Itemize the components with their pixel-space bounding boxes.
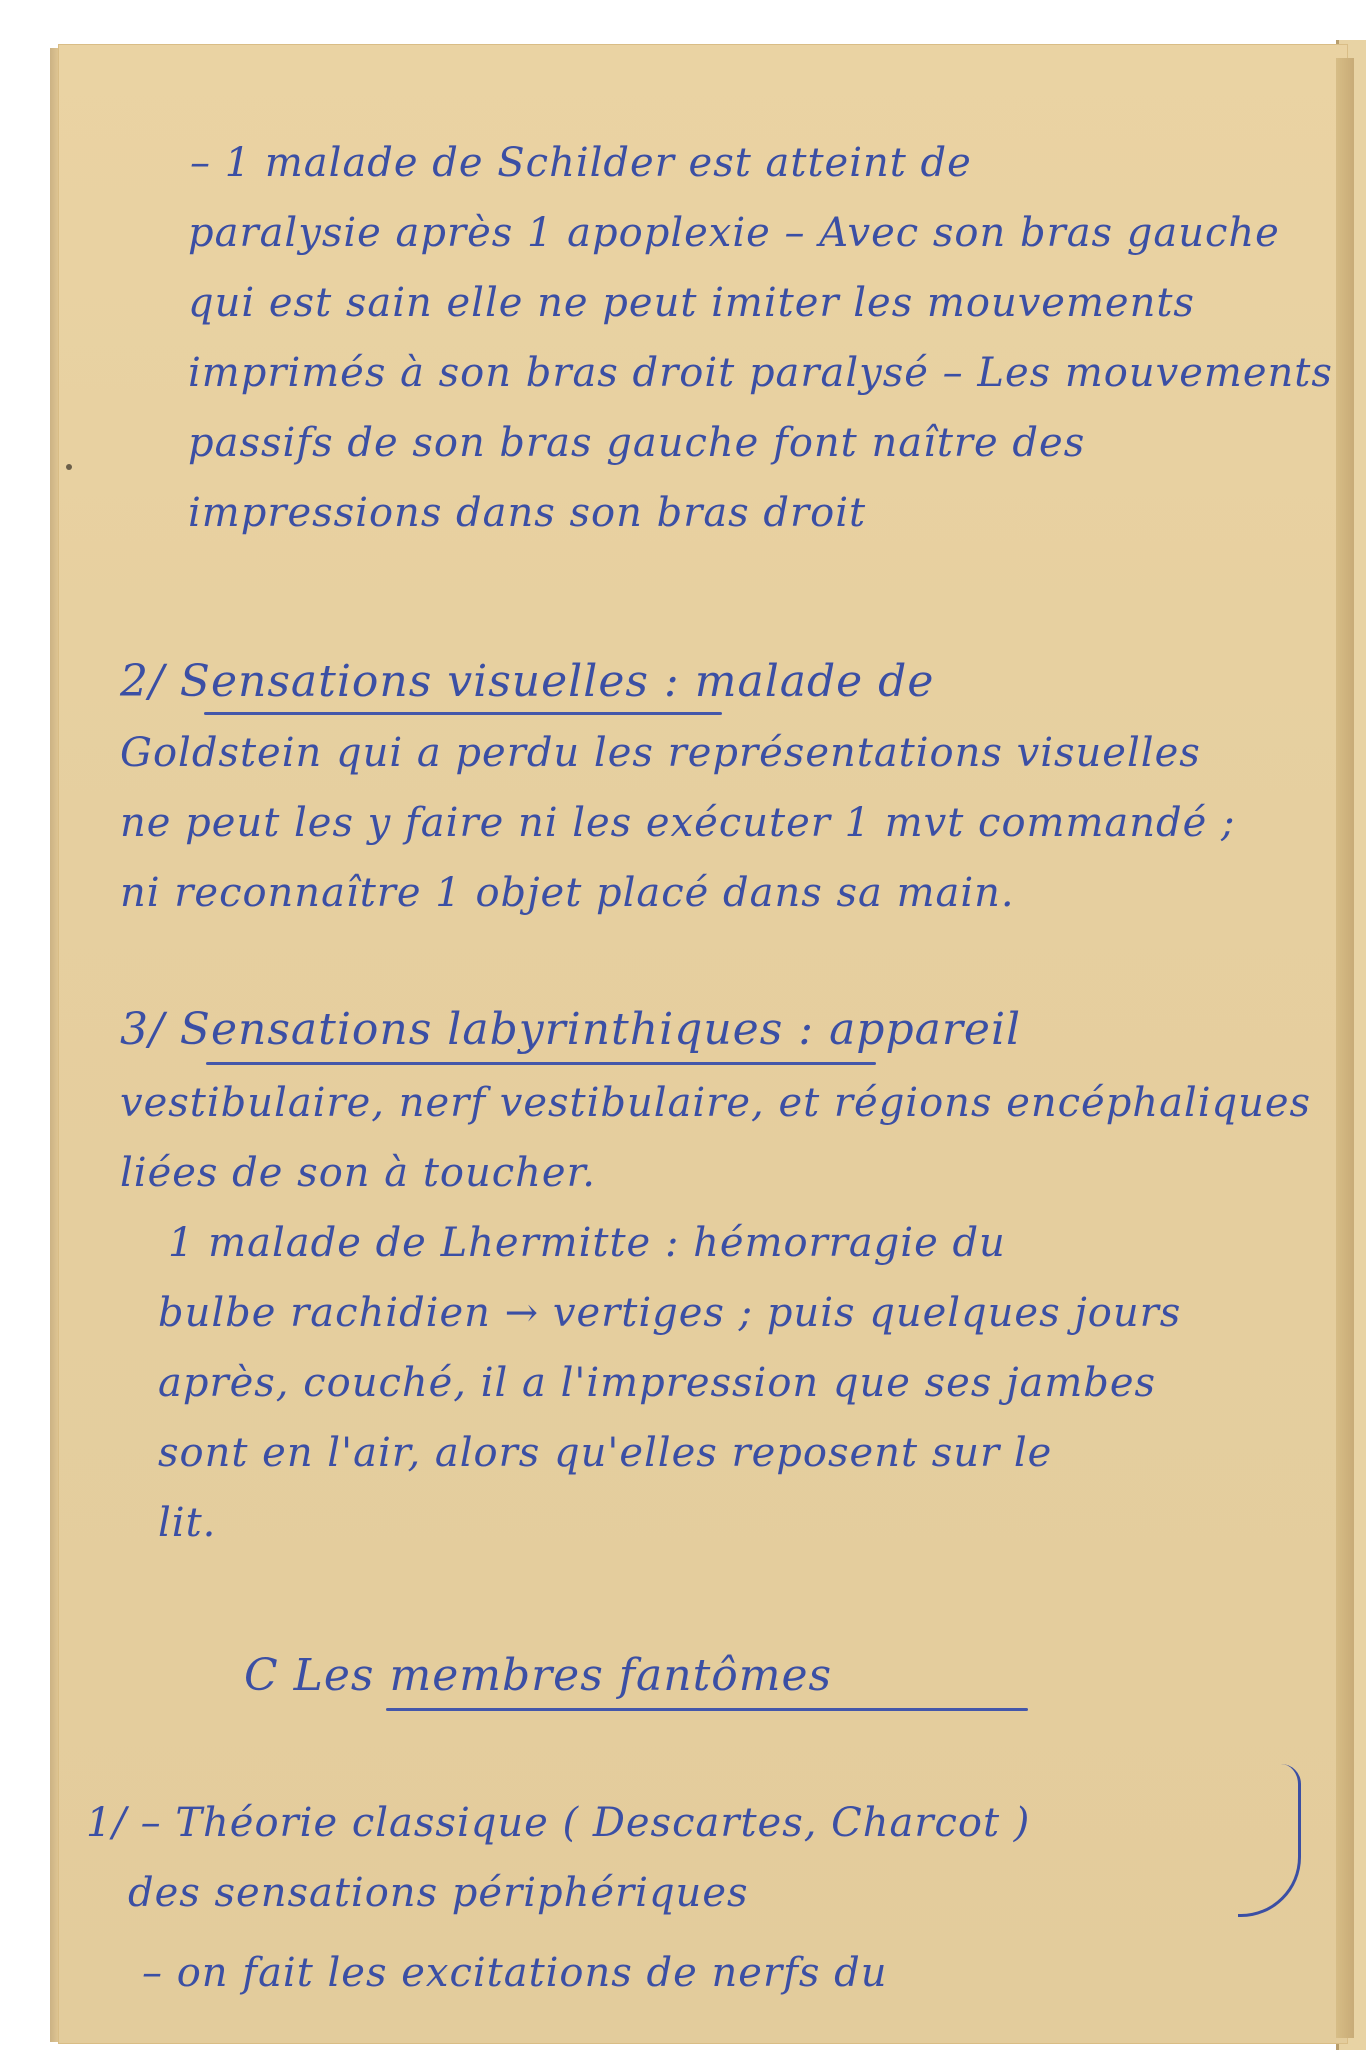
ms-line-12: vestibulaire, nerf vestibulaire, et régions encéphaliques xyxy=(120,1080,1312,1126)
underline-sensations-labyrinthiques xyxy=(206,1062,876,1065)
ms-line-7: 2/ Sensations visuelles : malade de xyxy=(120,656,935,707)
ms-line-18: lit. xyxy=(158,1500,217,1546)
ms-line-6: impressions dans son bras droit xyxy=(188,490,867,536)
ms-line-21: des sensations périphériques xyxy=(128,1870,749,1916)
ms-line-15: bulbe rachidien → vertiges ; puis quelques jours xyxy=(158,1290,1182,1336)
ms-line-22: – on fait les excitations de nerfs du xyxy=(142,1950,888,1996)
closing-bracket xyxy=(1238,1764,1301,1917)
ms-line-10: ni reconnaître 1 objet placé dans sa main. xyxy=(120,870,1015,916)
ms-line-16: après, couché, il a l'impression que ses jambes xyxy=(158,1360,1157,1406)
ms-line-11: 3/ Sensations labyrinthiques : appareil xyxy=(120,1004,1022,1055)
notebook-page xyxy=(58,44,1348,2044)
underline-membres-fantomes xyxy=(386,1708,1028,1711)
ms-line-2: paralysie après 1 apoplexie – Avec son bras gauche xyxy=(188,210,1280,256)
ms-line-1: – 1 malade de Schilder est atteint de xyxy=(190,140,972,186)
handwritten-text xyxy=(58,44,1348,2044)
ms-line-8: Goldstein qui a perdu les représentations visuelles xyxy=(120,730,1201,776)
ms-line-20: 1/ – Théorie classique ( Descartes, Charcot ) xyxy=(86,1800,1031,1846)
ms-line-4: imprimés à son bras droit paralysé – Les mouvements xyxy=(188,350,1333,396)
ms-line-9: ne peut les y faire ni les exécuter 1 mvt commandé ; xyxy=(120,800,1236,846)
ms-line-3: qui est sain elle ne peut imiter les mouvements xyxy=(188,280,1195,326)
ms-line-13: liées de son à toucher. xyxy=(120,1150,597,1196)
ms-line-17: sont en l'air, alors qu'elles reposent sur le xyxy=(158,1430,1053,1476)
underline-sensations-visuelles xyxy=(204,712,722,715)
page-right-edge xyxy=(1336,58,1354,2038)
ms-line-5: passifs de son bras gauche font naître des xyxy=(188,420,1086,466)
ms-line-14: 1 malade de Lhermitte : hémorragie du xyxy=(168,1220,1006,1266)
ms-line-19: C Les membres fantômes xyxy=(244,1650,833,1701)
